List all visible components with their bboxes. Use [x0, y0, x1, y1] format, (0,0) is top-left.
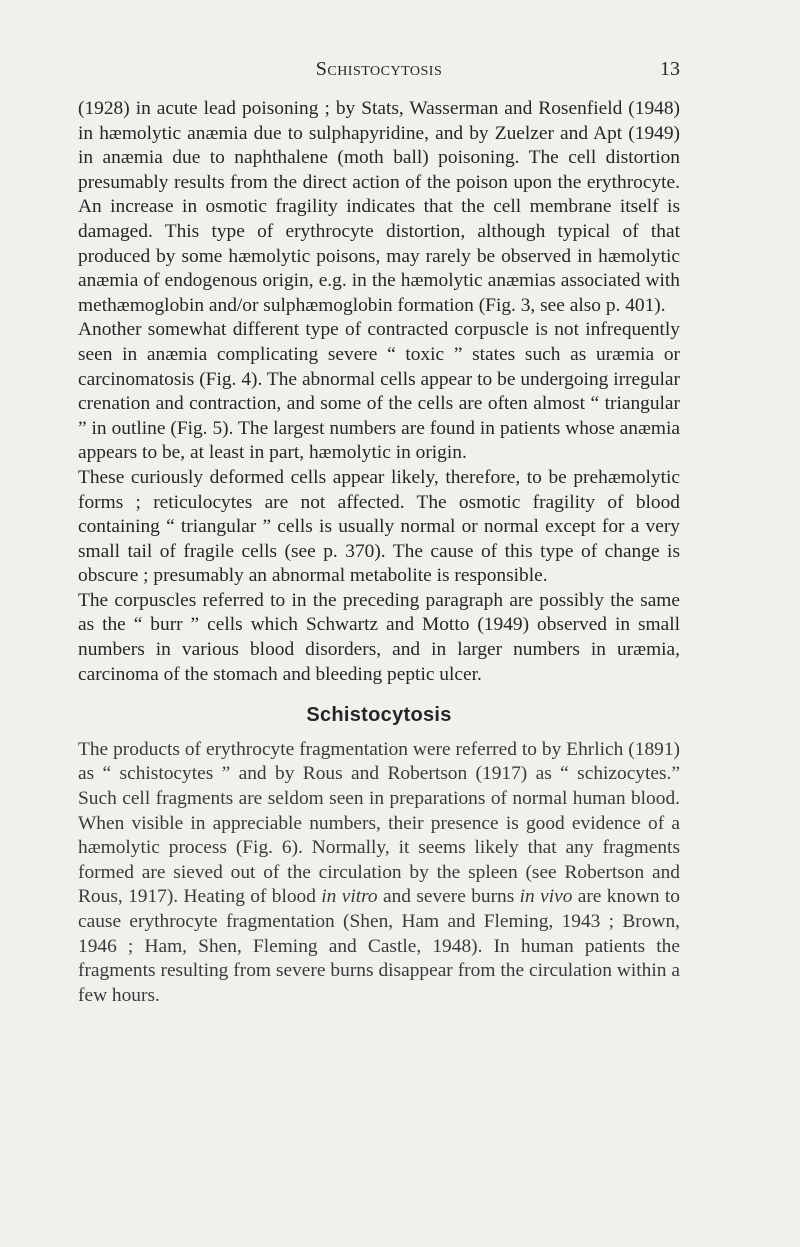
italic-in-vitro: in vitro [321, 886, 378, 908]
paragraph-3: These curiously deformed cells appear likely, therefore, to be prehæmolytic forms ; reticulocytes are not affected. The osmotic fragility of blood containing “ triangular ” cells is usually normal or normal except for a very small tail of fragile cells (see p. 370). The cause of this type of change is obscure ; presumably an abnormal metabolite is responsible. [78, 466, 680, 587]
paragraph-1: (1928) in acute lead poisoning ; by Stats, Wasserman and Rosenfield (1948) in hæmolytic anæmia due to sulphapyridine, and by Zuelzer and Apt (1949) in anæmia due to naphthalene (moth ball) poisoning. The cell distortion presumably results from the direct action of the poison upon the erythrocyte. An increase in osmotic fragility indicates that the cell membrane itself is damaged. This type of erythrocyte distortion, although typical of that produced by some hæmolytic poisons, may rarely be observed in hæmolytic anæmia of endogenous origin, e.g. in the hæmolytic anæmias associated with methæmoglobin and/or sulphæmoglobin formation (Fig. 3, see also p. 401). [78, 98, 680, 316]
paragraph-2: Another somewhat different type of contracted corpuscle is not infrequently seen in anæmia complicating severe “ toxic ” states such as uræmia or carcinomatosis (Fig. 4). The abnormal cells appear to be undergoing irregular crenation and contraction, and some of the cells are often almost “ triangular ” in outline (Fig. 5). The largest numbers are found in patients whose anæmia appears to be, at least in part, hæmolytic in origin. [78, 319, 680, 464]
body-text [78, 97, 680, 1008]
running-title: Schistocytosis [315, 58, 443, 80]
paragraph-5-text-c: are known to cause erythrocyte fragmentation (Shen, Ham and Fleming, 1943 ; Brown, 1946 ; Ham, Shen, Fleming and Castle, 1948). In human patients the fragments resulting from severe burns disappear from the circulation within a few hours. [78, 886, 680, 1006]
paragraph-5 [78, 738, 680, 1009]
page-number: 13 [660, 58, 680, 80]
italic-in-vivo: in vivo [519, 886, 573, 908]
paragraph-4: The corpuscles referred to in the preceding paragraph are possibly the same as the “ burr ” cells which Schwartz and Motto (1949) observed in small numbers in various blood disorders, and in larger numbers in uræmia, carcinoma of the stomach and bleeding peptic ulcer. [78, 589, 680, 685]
section-heading: Schistocytosis [306, 704, 452, 727]
running-header [78, 58, 680, 86]
paragraph-5-text-a: The products of erythrocyte fragmentation were referred to by Ehrlich (1891) as “ schistocytes ” and by Rous and Robertson (1917) as “ schizocytes.” Such cell fragments are seldom seen in preparations of normal human blood. When visible in appreciable numbers, their presence is good evidence of a hæmolytic process (Fig. 6). Normally, it seems likely that any fragments formed are sieved out of the circulation by the spleen (see Robertson and Rous, 1917). Heating of blood [78, 738, 680, 908]
paragraph-5-text-b: and severe burns [377, 886, 520, 908]
